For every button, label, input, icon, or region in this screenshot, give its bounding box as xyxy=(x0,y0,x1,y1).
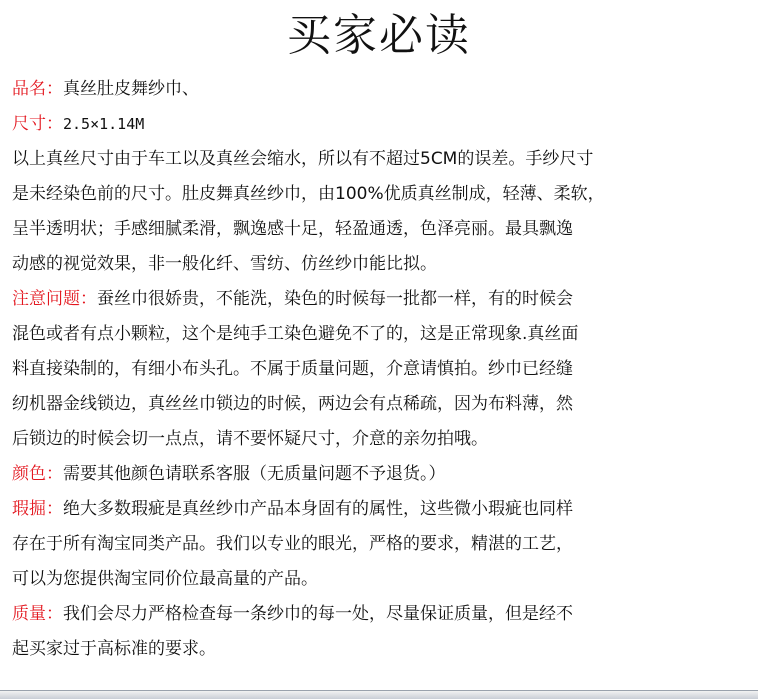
description-line: 动感的视觉效果，非一般化纤、雪纺、仿丝纱巾能比拟。 xyxy=(12,254,437,274)
quality-text: 我们会尽力严格检查每一条纱巾的每一处，尽量保证质量，但是经不 xyxy=(63,604,573,624)
notice-line: 料直接染制的，有细小布头孔。不属于质量问题，介意请慎拍。纱巾已经缝 xyxy=(12,359,573,379)
notice-line: 纫机器金线锁边，真丝丝巾锁边的时候，两边会有点稀疏，因为布料薄，然 xyxy=(12,394,573,414)
notice-content xyxy=(12,72,742,667)
flaws-label: 瑕掘： xyxy=(12,499,63,519)
size-value: 2.5×1.14M xyxy=(63,115,145,133)
flaws-text: 绝大多数瑕疵是真丝纱巾产品本身固有的属性，这些微小瑕疵也同样 xyxy=(63,499,573,519)
flaws-line: 可以为您提供淘宝同价位最高量的产品。 xyxy=(12,569,318,589)
description-line: 以上真丝尺寸由于车工以及真丝会缩水，所以有不超过5CM的误差。手纱尺寸 xyxy=(12,149,594,169)
size-row xyxy=(12,107,742,142)
notice-label: 注意问题： xyxy=(12,289,97,309)
color-row xyxy=(12,457,742,492)
quality-label: 质量： xyxy=(12,604,63,624)
color-value: 需要其他颜色请联系客服（无质量问题不予退货。） xyxy=(63,464,446,484)
quality-row xyxy=(12,597,742,632)
color-label: 颜色： xyxy=(12,464,63,484)
size-label: 尺寸： xyxy=(12,114,63,134)
description-line: 是未经染色前的尺寸。肚皮舞真丝纱巾，由100%优质真丝制成，轻薄、柔软， xyxy=(12,184,605,204)
quality-line: 起买家过于高标准的要求。 xyxy=(12,639,216,659)
notice-line: 混色或者有点小颗粒，这个是纯手工染色避免不了的，这是正常现象.真丝面 xyxy=(12,324,579,344)
description-line: 呈半透明状；手感细腻柔滑，飘逸感十足，轻盈通透，色泽亮丽。最具飘逸 xyxy=(12,219,573,239)
product-name-row xyxy=(12,72,742,107)
flaws-line: 存在于所有淘宝同类产品。我们以专业的眼光，严格的要求，精湛的工艺， xyxy=(12,534,573,554)
page-title: 买家必读 xyxy=(287,10,471,61)
notice-line: 后锁边的时候会切一点点，请不要怀疑尺寸，介意的亲勿拍哦。 xyxy=(12,429,488,449)
product-name-label: 品名： xyxy=(12,79,63,99)
flaws-row xyxy=(12,492,742,527)
product-name-value: 真丝肚皮舞纱巾、 xyxy=(63,79,199,99)
notice-text: 蚕丝巾很娇贵，不能洗，染色的时候每一批都一样，有的时候会 xyxy=(97,289,573,309)
notice-row xyxy=(12,282,742,317)
